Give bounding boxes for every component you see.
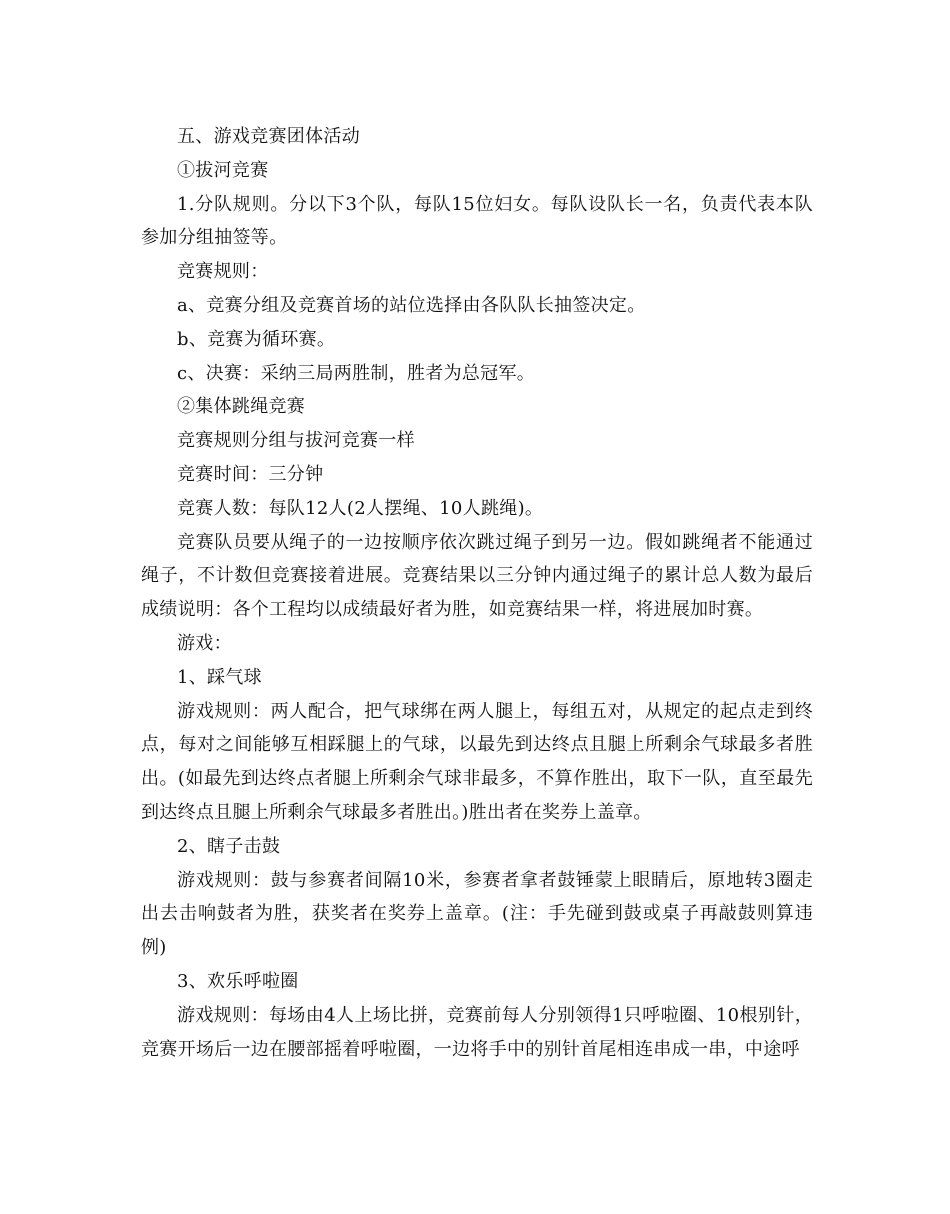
paragraph: 竞赛规则分组与拔河竞赛一样 (177, 430, 415, 452)
paragraph: 1.分队规则。分以下3个队，每队15位妇女。每队设队长一名，负责代表本队参加分组抽签等。 (141, 193, 813, 249)
paragraph: 游戏规则：两人配合，把气球绑在两人腿上，每组五对，从规定的起点走到终点，每对之间能够互相踩腿上的气球，以最先到达终点且腿上所剩余气球最多者胜出。(如最先到达终点者腿上所剩余气球非最多，不算作胜出，取下一队，直至最先到达终点且腿上所剩余气球最多者胜出。)胜出者在奖券上盖章。 (141, 700, 813, 823)
game-heading: 3、欢乐呼啦圈 (177, 970, 299, 992)
game-heading: 1、踩气球 (177, 666, 262, 688)
paragraph: 竞赛队员要从绳子的一边按顺序依次跳过绳子到另一边。假如跳绳者不能通过绳子，不计数但竞赛接着进展。竞赛结果以三分钟内通过绳子的累计总人数为最后成绩说明：各个工程均以成绩最好者为胜，如竞赛结果一样，将进展加时赛。 (141, 531, 813, 621)
list-item: a、竞赛分组及竞赛首场的站位选择由各队队长抽签决定。 (177, 294, 646, 316)
paragraph: 竞赛人数：每队12人(2人摆绳、10人跳绳)。 (177, 497, 544, 519)
list-item: c、决赛：采纳三局两胜制，胜者为总冠军。 (177, 362, 536, 384)
paragraph: 竞赛时间：三分钟 (177, 463, 324, 485)
game-heading: 2、瞎子击鼓 (177, 835, 281, 857)
subsection-heading: ②集体跳绳竞赛 (177, 396, 306, 418)
paragraph: 竞赛规则： (177, 261, 269, 283)
list-item: b、竞赛为循环赛。 (177, 328, 336, 350)
paragraph: 游戏规则：鼓与参赛者间隔10米，参赛者拿者鼓锤蒙上眼睛后，原地转3圈走出去击响鼓者为胜，获奖者在奖券上盖章。(注：手先碰到鼓或桌子再敲鼓则算违例) (141, 869, 813, 959)
document-body (141, 120, 813, 1066)
paragraph: 游戏： (177, 632, 232, 654)
subsection-heading: ①拔河竞赛 (177, 159, 269, 181)
section-heading: 五、游戏竞赛团体活动 (177, 126, 360, 147)
paragraph: 游戏规则：每场由4人上场比拼，竞赛前每人分别领得1只呼啦圈、10根别针，竞赛开场后一边在腰部摇着呼啦圈，一边将手中的别针首尾相连串成一串，中途呼 (141, 1004, 813, 1060)
